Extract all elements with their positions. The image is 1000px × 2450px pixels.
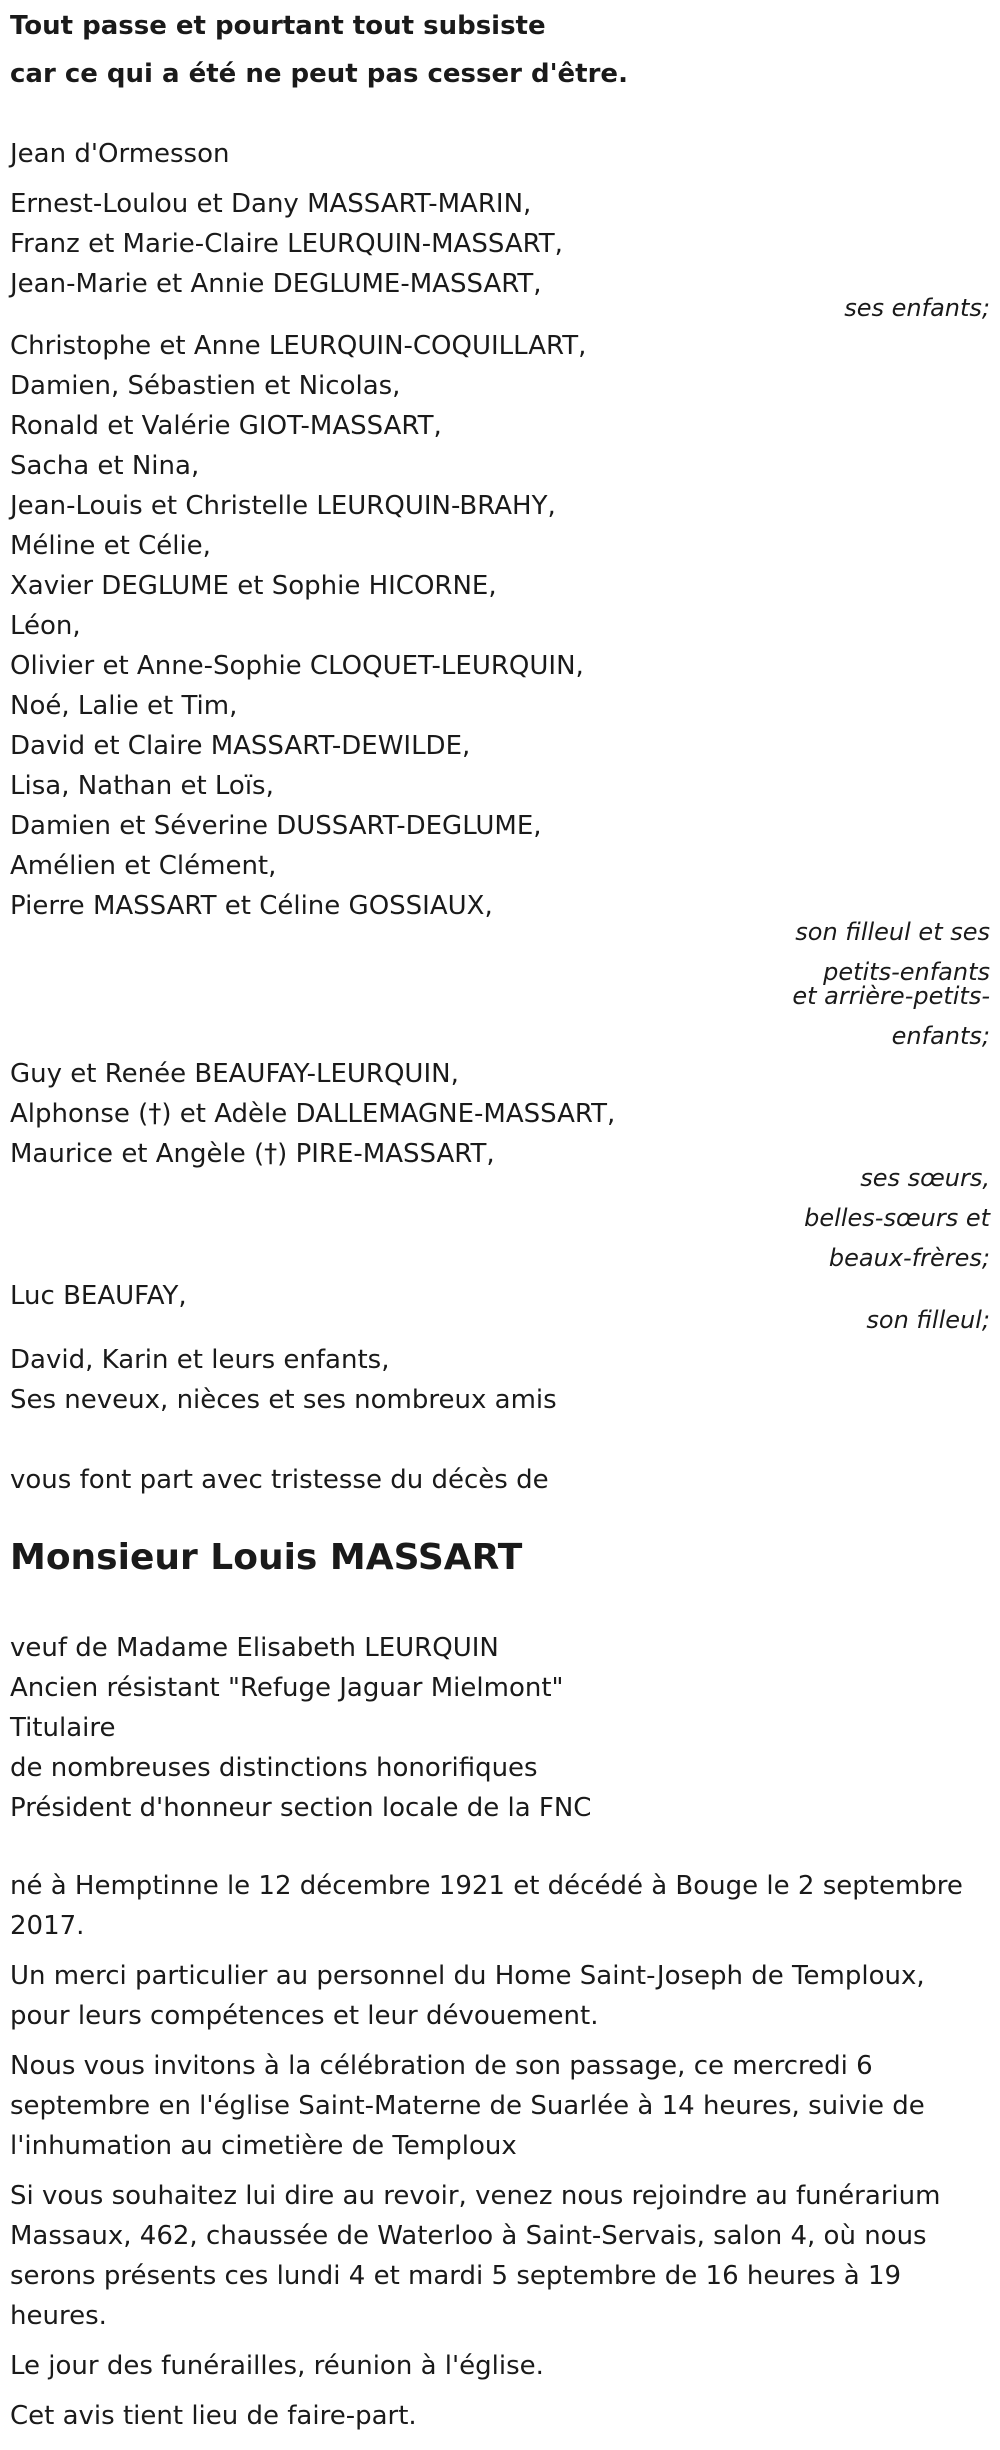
family-line: Jean-Marie et Annie DEGLUME-MASSART, — [10, 269, 542, 299]
family-line: Maurice et Angèle (†) PIRE-MASSART, — [10, 1139, 495, 1169]
deceased-detail: veuf de Madame Elisabeth LEURQUIN — [10, 1633, 499, 1663]
deceased-detail: Ancien résistant "Refuge Jaguar Mielmont" — [10, 1673, 564, 1703]
deceased-detail: Président d'honneur section locale de la FNC — [10, 1793, 592, 1823]
family-line: Ronald et Valérie GIOT-MASSART, — [10, 411, 442, 441]
family-line: Ses neveux, nièces et ses nombreux amis — [10, 1385, 557, 1415]
family-line: Guy et Renée BEAUFAY-LEURQUIN, — [10, 1059, 459, 1089]
quote-line-2: car ce qui a été ne peut pas cesser d'être. — [10, 59, 628, 89]
family-line: Christophe et Anne LEURQUIN-COQUILLART, — [10, 331, 587, 361]
family-line: Olivier et Anne-Sophie CLOQUET-LEURQUIN, — [10, 651, 584, 681]
family-line: Sacha et Nina, — [10, 451, 200, 481]
family-line: Alphonse (†) et Adèle DALLEMAGNE-MASSART, — [10, 1099, 616, 1129]
deceased-name: Monsieur Louis MASSART — [10, 1537, 523, 1578]
closing-note: Cet avis tient lieu de faire-part. — [10, 2401, 417, 2431]
family-line: David et Claire MASSART-DEWILDE, — [10, 731, 471, 761]
deceased-detail: de nombreuses distinctions honorifiques — [10, 1753, 538, 1783]
family-line: Pierre MASSART et Céline GOSSIAUX, — [10, 891, 493, 921]
birth-death-paragraph: né à Hemptinne le 12 décembre 1921 et décédé à Bouge le 2 septembre 2017. — [10, 1871, 963, 1941]
family-line: Amélien et Clément, — [10, 851, 277, 881]
family-line: Lisa, Nathan et Loïs, — [10, 771, 274, 801]
thanks-paragraph: Un merci particulier au personnel du Home Saint-Joseph de Temploux, pour leurs compétences et leur dévouement. — [10, 1961, 925, 2031]
family-line: Méline et Célie, — [10, 531, 211, 561]
deceased-detail: Titulaire — [10, 1713, 116, 1743]
role-grandchildren: son filleul et ses — [795, 918, 990, 946]
family-line: Franz et Marie-Claire LEURQUIN-MASSART, — [10, 229, 563, 259]
role-grandchildren: petits-enfants — [823, 958, 990, 986]
role-siblings: beaux-frères; — [828, 1244, 990, 1272]
family-line: Léon, — [10, 611, 81, 641]
family-line: Xavier DEGLUME et Sophie HICORNE, — [10, 571, 497, 601]
family-line: Damien et Séverine DUSSART-DEGLUME, — [10, 811, 542, 841]
role-siblings: belles-sœurs et — [804, 1204, 990, 1232]
family-line: Jean-Louis et Christelle LEURQUIN-BRAHY, — [10, 491, 556, 521]
quote-author: Jean d'Ormesson — [10, 139, 230, 169]
family-line: Damien, Sébastien et Nicolas, — [10, 371, 401, 401]
role-godson: son filleul; — [866, 1306, 990, 1334]
visitation-paragraph: Si vous souhaitez lui dire au revoir, venez nous rejoindre au funérarium Massaux, 462, chaussée de Waterloo à Saint-Servais, salon 4, où nous serons présents ces lundi 4 et mardi 5 septembre de 16 heures à 19 heures. — [10, 2181, 941, 2331]
family-line: David, Karin et leurs enfants, — [10, 1345, 390, 1375]
role-grandchildren: et arrière-petits- — [792, 982, 990, 1010]
family-line: Ernest-Loulou et Dany MASSART-MARIN, — [10, 189, 532, 219]
family-line: Luc BEAUFAY, — [10, 1281, 187, 1311]
family-line: Noé, Lalie et Tim, — [10, 691, 238, 721]
role-siblings: ses sœurs, — [860, 1164, 990, 1192]
funeral-day-paragraph: Le jour des funérailles, réunion à l'église. — [10, 2351, 544, 2381]
quote-line-1: Tout passe et pourtant tout subsiste — [10, 11, 546, 41]
role-grandchildren: enfants; — [891, 1022, 990, 1050]
announcement-text: vous font part avec tristesse du décès de — [10, 1465, 549, 1495]
ceremony-paragraph: Nous vous invitons à la célébration de son passage, ce mercredi 6 septembre en l'église Saint-Materne de Suarlée à 14 heures, suivie de l'inhumation au cimetière de Temploux — [10, 2051, 925, 2161]
role-children: ses enfants; — [844, 294, 990, 322]
